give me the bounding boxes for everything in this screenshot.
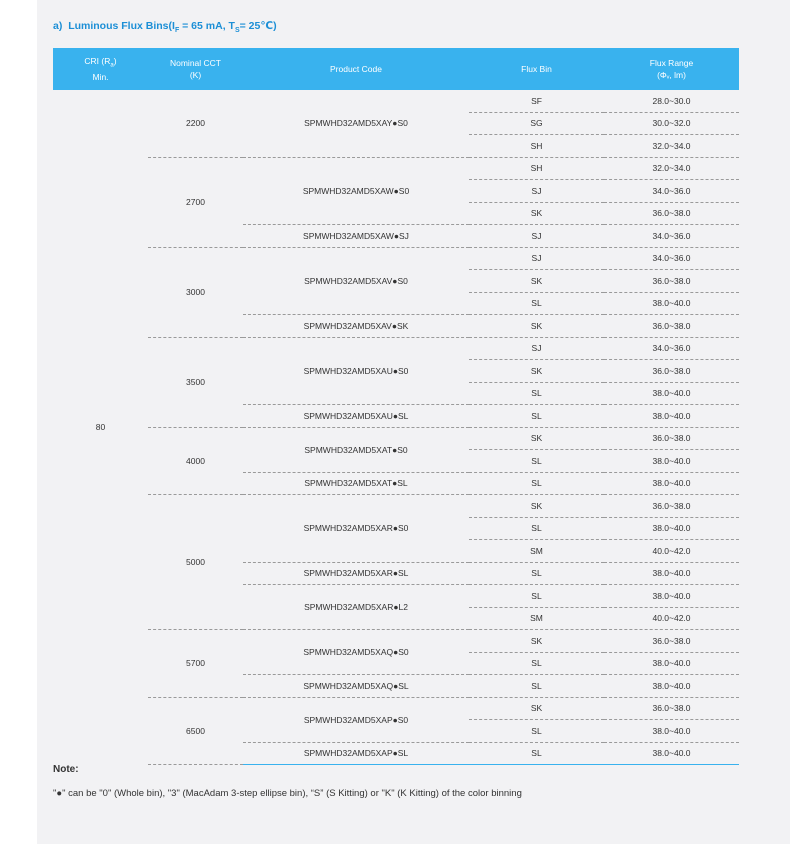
cct-cell: 5700 <box>148 630 243 698</box>
flux-bin-cell: SG <box>469 112 604 135</box>
flux-range-cell: 38.0~40.0 <box>604 517 739 540</box>
flux-range-cell: 30.0~32.0 <box>604 112 739 135</box>
product-code-cell: SPMWHD32AMD5XAR●L2 <box>243 585 469 630</box>
table-row <box>53 697 739 720</box>
table-row <box>53 427 739 450</box>
product-code-cell: SPMWHD32AMD5XAU●SL <box>243 405 469 428</box>
flux-range-cell: 38.0~40.0 <box>604 405 739 428</box>
flux-bin-cell: SK <box>469 270 604 293</box>
cct-cell: 2200 <box>148 90 243 157</box>
cct-cell: 3500 <box>148 337 243 427</box>
table-row <box>53 337 739 360</box>
flux-range-cell: 34.0~36.0 <box>604 180 739 203</box>
flux-bin-table <box>53 48 739 765</box>
flux-range-cell: 38.0~40.0 <box>604 652 739 675</box>
flux-bin-cell: SK <box>469 315 604 338</box>
product-code-cell: SPMWHD32AMD5XAY●S0 <box>243 90 469 157</box>
product-code-cell: SPMWHD32AMD5XAR●SL <box>243 562 469 585</box>
product-code-cell: SPMWHD32AMD5XAR●S0 <box>243 495 469 563</box>
flux-range-cell: 34.0~36.0 <box>604 337 739 360</box>
flux-bin-cell: SL <box>469 450 604 473</box>
flux-bin-cell: SK <box>469 697 604 720</box>
flux-range-cell: 38.0~40.0 <box>604 675 739 698</box>
cri-cell: 80 <box>95 422 106 433</box>
product-code-cell: SPMWHD32AMD5XAV●SK <box>243 315 469 338</box>
flux-range-cell: 38.0~40.0 <box>604 585 739 608</box>
cct-cell: 6500 <box>148 697 243 765</box>
flux-range-cell: 38.0~40.0 <box>604 472 739 495</box>
product-code-cell: SPMWHD32AMD5XAP●SL <box>243 742 469 765</box>
product-code-cell: SPMWHD32AMD5XAU●S0 <box>243 337 469 405</box>
flux-range-cell: 32.0~34.0 <box>604 157 739 180</box>
flux-bin-cell: SH <box>469 157 604 180</box>
flux-range-cell: 40.0~42.0 <box>604 540 739 563</box>
flux-bin-cell: SM <box>469 607 604 630</box>
flux-range-cell: 36.0~38.0 <box>604 697 739 720</box>
flux-bin-cell: SH <box>469 135 604 158</box>
table-row <box>53 247 739 270</box>
flux-bin-cell: SL <box>469 675 604 698</box>
flux-bin-cell: SK <box>469 360 604 383</box>
flux-bin-cell: SF <box>469 90 604 112</box>
table-row <box>53 157 739 180</box>
flux-range-cell: 36.0~38.0 <box>604 360 739 383</box>
flux-bin-cell: SL <box>469 652 604 675</box>
flux-range-cell: 38.0~40.0 <box>604 720 739 743</box>
flux-bin-cell: SJ <box>469 247 604 270</box>
flux-range-cell: 36.0~38.0 <box>604 202 739 225</box>
product-code-cell: SPMWHD32AMD5XAT●S0 <box>243 427 469 472</box>
flux-range-cell: 36.0~38.0 <box>604 427 739 450</box>
flux-bin-cell: SL <box>469 405 604 428</box>
product-code-cell: SPMWHD32AMD5XAV●S0 <box>243 247 469 315</box>
flux-range-cell: 38.0~40.0 <box>604 562 739 585</box>
product-code-cell: SPMWHD32AMD5XAW●S0 <box>243 157 469 225</box>
cct-cell: 3000 <box>148 247 243 337</box>
flux-bin-cell: SL <box>469 585 604 608</box>
note-text: "●" can be "0" (Whole bin), "3" (MacAdam 3-step ellipse bin), “S” (S Kitting) or "K" (K Kitting) of the color binning <box>53 788 522 799</box>
product-code-cell: SPMWHD32AMD5XAQ●S0 <box>243 630 469 675</box>
flux-bin-cell: SL <box>469 472 604 495</box>
flux-bin-cell: SM <box>469 540 604 563</box>
flux-bin-cell: SK <box>469 495 604 518</box>
flux-bin-cell: SL <box>469 517 604 540</box>
note-label: Note: <box>53 764 79 775</box>
cct-cell: 2700 <box>148 157 243 247</box>
table-row <box>53 90 739 112</box>
flux-bin-cell: SL <box>469 292 604 315</box>
flux-bin-cell: SJ <box>469 337 604 360</box>
flux-range-cell: 36.0~38.0 <box>604 495 739 518</box>
header-cct: Nominal CCT (K) <box>148 48 243 90</box>
header-cri: CRI $(R_a)$ Min. <box>53 48 148 90</box>
flux-bin-cell: SK <box>469 202 604 225</box>
flux-bin-cell: SL <box>469 742 604 765</box>
table-row <box>53 630 739 653</box>
flux-bin-cell: SL <box>469 720 604 743</box>
table-header-row <box>53 48 739 90</box>
flux-range-cell: 36.0~38.0 <box>604 270 739 293</box>
header-flux-range: Flux Range (Φᵥ, lm) <box>604 48 739 90</box>
product-code-cell: SPMWHD32AMD5XAP●S0 <box>243 697 469 742</box>
product-code-cell: SPMWHD32AMD5XAT●SL <box>243 472 469 495</box>
flux-bin-cell: SK <box>469 427 604 450</box>
header-flux-bin: Flux Bin <box>469 48 604 90</box>
flux-bin-cell: SJ <box>469 225 604 248</box>
table-row <box>53 495 739 518</box>
product-code-cell: SPMWHD32AMD5XAQ●SL <box>243 675 469 698</box>
product-code-cell: SPMWHD32AMD5XAW●SJ <box>243 225 469 248</box>
flux-range-cell: 28.0~30.0 <box>604 90 739 112</box>
flux-range-cell: 38.0~40.0 <box>604 292 739 315</box>
flux-range-cell: 38.0~40.0 <box>604 450 739 473</box>
cct-cell: 4000 <box>148 427 243 495</box>
flux-bin-cell: SJ <box>469 180 604 203</box>
flux-range-cell: 40.0~42.0 <box>604 607 739 630</box>
section-title: a) Luminous Flux $Bins(I_F = 65$ mA, $T_S=$ 25℃) <box>53 20 277 35</box>
flux-range-cell: 32.0~34.0 <box>604 135 739 158</box>
flux-range-cell: 38.0~40.0 <box>604 382 739 405</box>
flux-range-cell: 34.0~36.0 <box>604 225 739 248</box>
flux-range-cell: 36.0~38.0 <box>604 630 739 653</box>
flux-bin-cell: SK <box>469 630 604 653</box>
header-product-code: Product Code <box>243 48 469 90</box>
flux-bin-cell: SL <box>469 562 604 585</box>
flux-range-cell: 36.0~38.0 <box>604 315 739 338</box>
flux-range-cell: 38.0~40.0 <box>604 742 739 765</box>
flux-bin-cell: SL <box>469 382 604 405</box>
cct-cell: 5000 <box>148 495 243 630</box>
flux-range-cell: 34.0~36.0 <box>604 247 739 270</box>
